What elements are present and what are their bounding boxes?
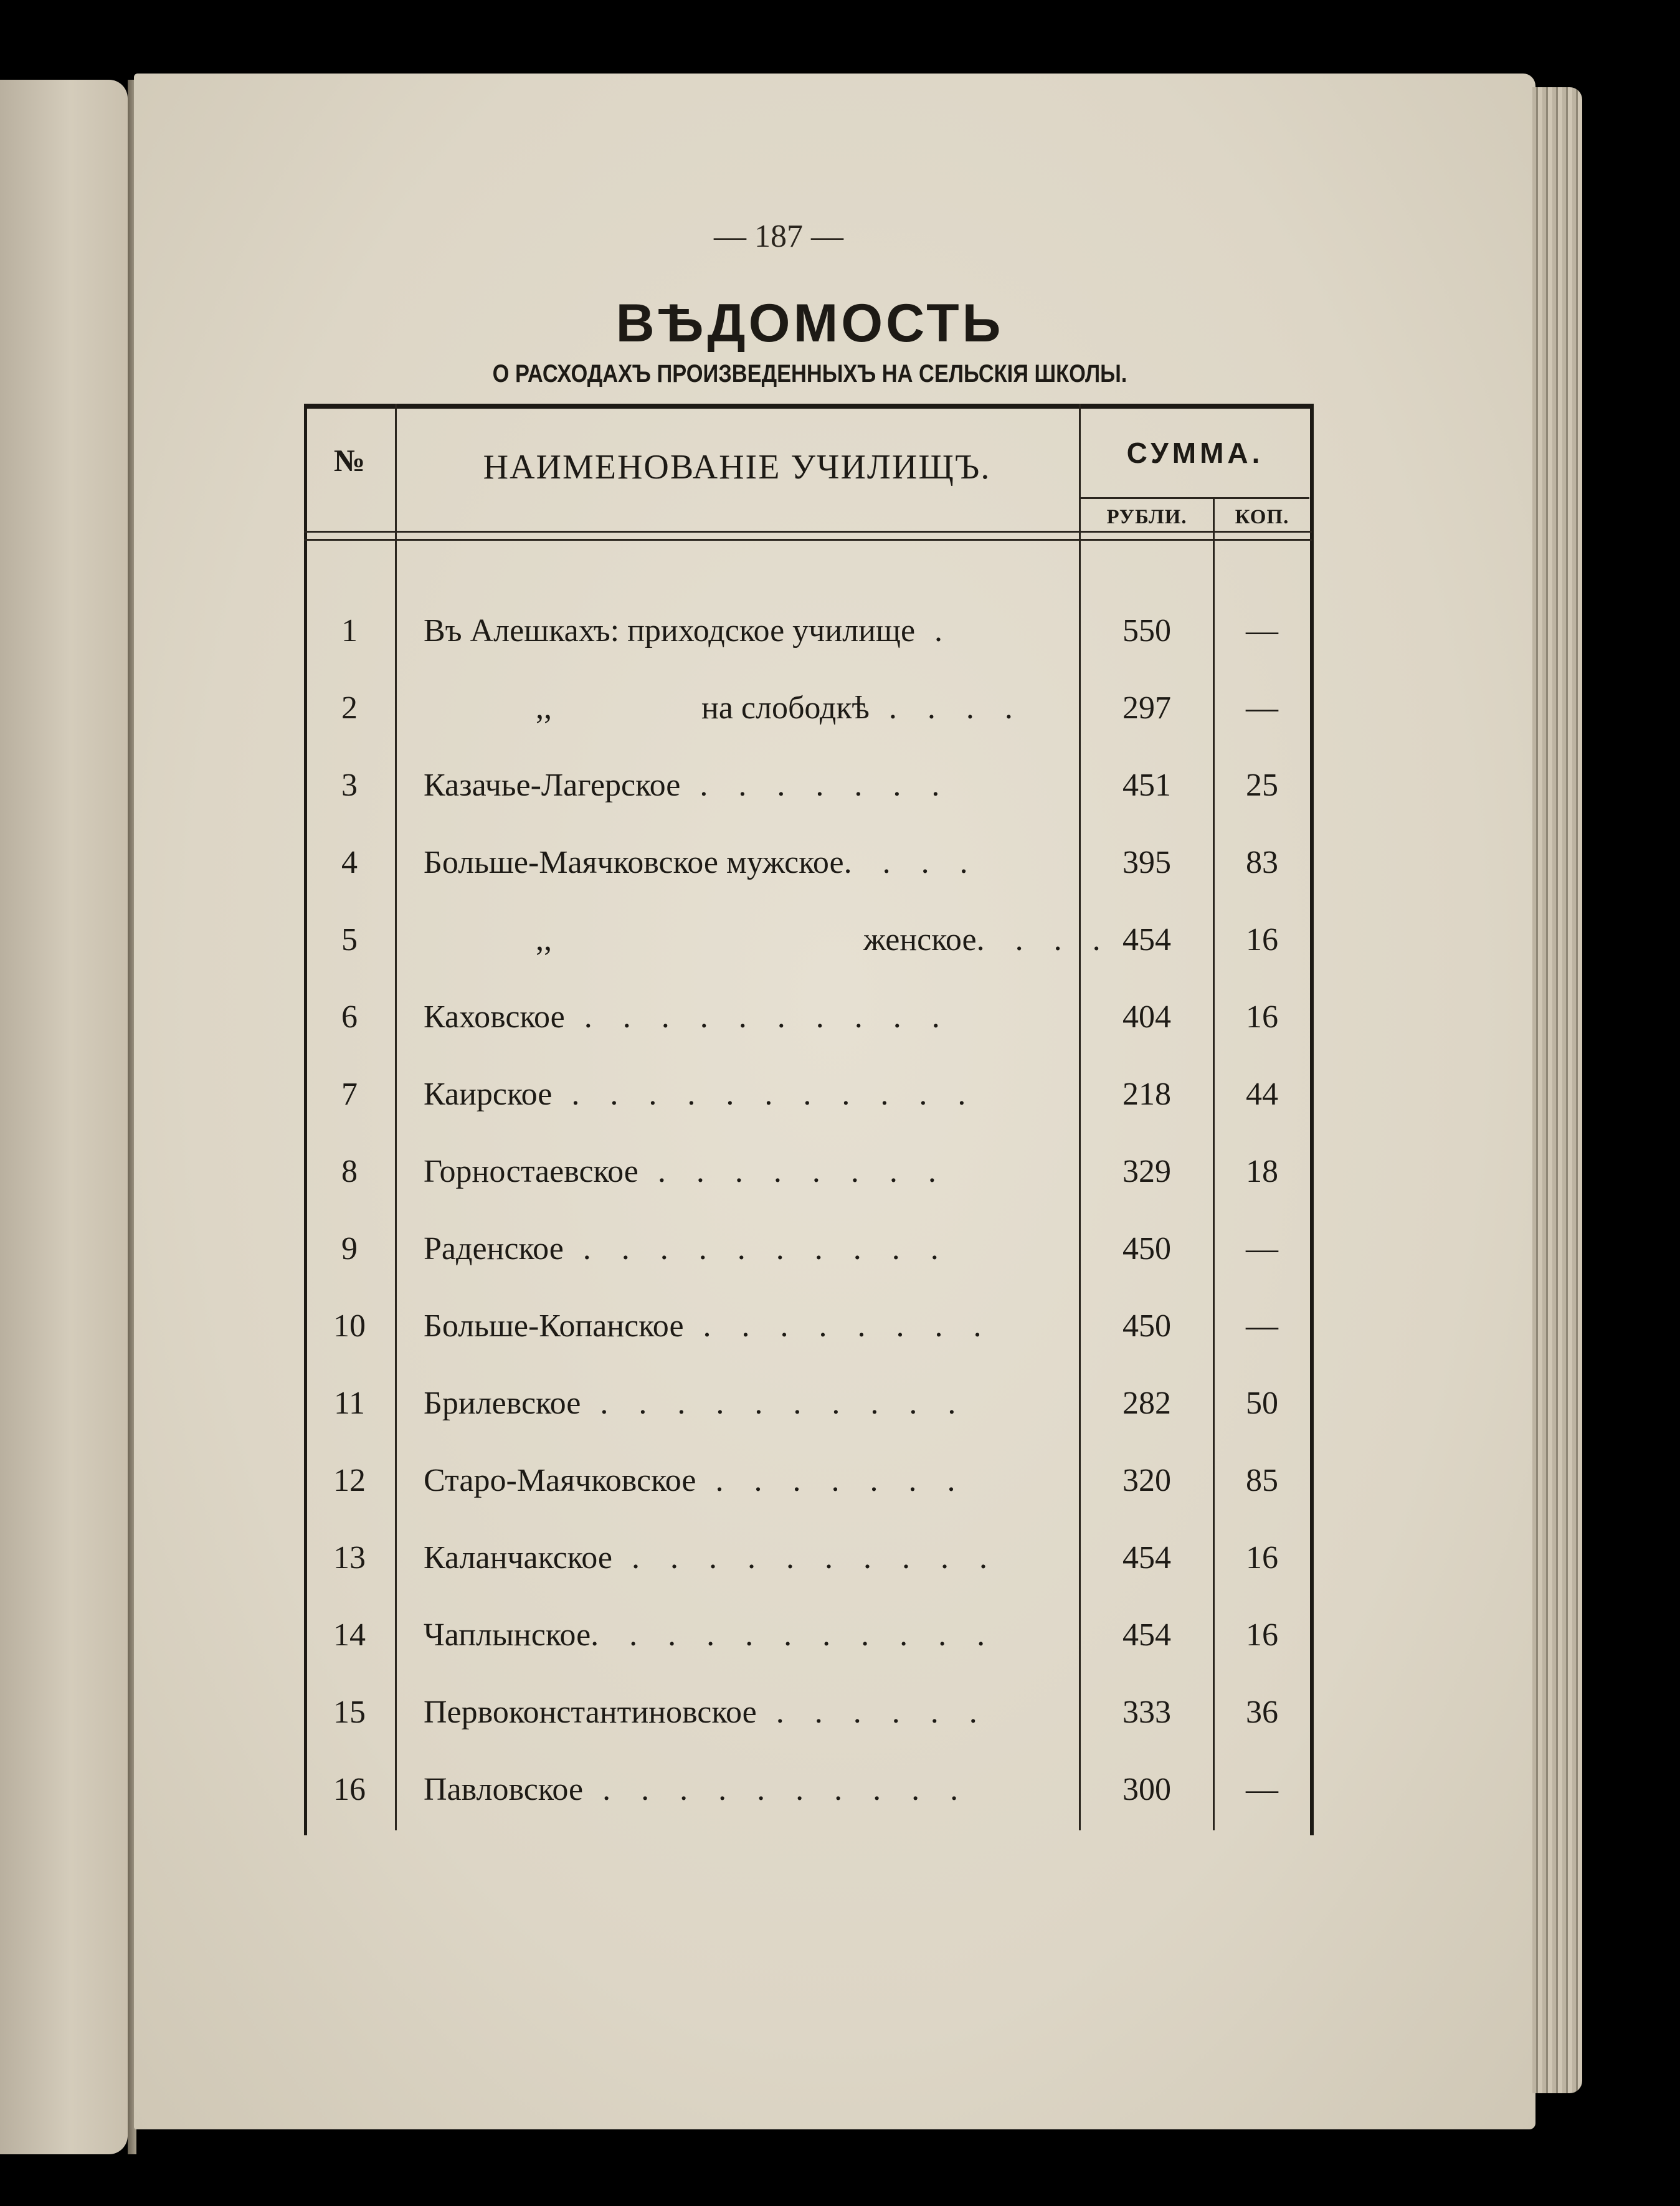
school-name-cell	[424, 998, 1046, 1037]
row-number: 6	[341, 999, 358, 1035]
school-name: Чаплынское	[424, 1617, 591, 1653]
leader-dots: .	[915, 613, 954, 649]
school-name: Старо-Маячковское	[424, 1463, 696, 1498]
table-row	[304, 986, 1312, 1063]
school-name-cell	[424, 1153, 1046, 1191]
header-kopecks: КОП.	[1235, 506, 1289, 528]
row-number: 12	[333, 1463, 366, 1498]
rubles-cell: 320	[1122, 1463, 1171, 1498]
kopecks-cell: —	[1246, 613, 1278, 649]
school-name: Павловское	[424, 1772, 584, 1807]
leader-dots: . . . .	[869, 690, 1024, 726]
row-number: 5	[341, 922, 358, 958]
rubles-cell: 450	[1122, 1231, 1171, 1267]
rubles-cell: 333	[1122, 1695, 1171, 1730]
table-row	[304, 677, 1312, 754]
table-row	[304, 1449, 1312, 1526]
row-number: 10	[333, 1308, 366, 1344]
school-name-cell	[424, 1539, 1046, 1577]
table-row	[304, 1063, 1312, 1140]
leader-dots: . . . . . . . . . .	[581, 1386, 967, 1421]
leader-dots: . . . . . . . .	[683, 1308, 993, 1344]
school-name-cell	[424, 1771, 1046, 1809]
page-number: — 187 —	[714, 219, 843, 254]
leader-dots: . . . .	[976, 922, 1112, 958]
school-name: женское	[863, 922, 977, 958]
document-title: ВѢДОМОСТЬ	[615, 293, 1004, 353]
school-name: Въ Алешкахъ: приходское училище	[424, 613, 916, 649]
kopecks-cell: 16	[1246, 922, 1278, 958]
school-name: Казачье-Лагерское	[424, 768, 681, 803]
table-row	[304, 1758, 1312, 1835]
left-page-edge	[0, 80, 128, 2154]
school-name-cell	[424, 1616, 1046, 1655]
kopecks-cell: 16	[1246, 1617, 1278, 1653]
row-number: 16	[333, 1772, 366, 1807]
school-name-cell	[424, 1462, 1046, 1500]
rubles-cell: 329	[1122, 1154, 1171, 1189]
rubles-cell: 450	[1122, 1308, 1171, 1344]
rubles-cell: 454	[1122, 1617, 1171, 1653]
row-number: 9	[341, 1231, 358, 1267]
school-name-cell	[424, 921, 1112, 959]
leader-dots: . . . . . .	[756, 1695, 989, 1730]
kopecks-cell: —	[1246, 1772, 1278, 1807]
rubles-cell: 282	[1122, 1386, 1171, 1421]
row-number: 11	[333, 1386, 366, 1421]
school-name-cell	[424, 612, 1046, 650]
table-row	[304, 1526, 1312, 1604]
row-number: 8	[341, 1154, 358, 1189]
school-name: Брилевское	[424, 1386, 581, 1421]
rubles-cell: 395	[1122, 845, 1171, 880]
table-row	[304, 1372, 1312, 1449]
table-row	[304, 1681, 1312, 1758]
school-name: Каланчакское	[424, 1540, 613, 1576]
leader-dots: . . . . . . .	[680, 768, 951, 803]
school-name: Раденское	[424, 1231, 564, 1267]
row-number: 1	[341, 613, 358, 649]
table-row	[304, 599, 1312, 677]
kopecks-cell: 25	[1246, 768, 1278, 803]
table-row	[304, 754, 1312, 831]
school-name: Первоконстантиновское	[424, 1695, 757, 1730]
rubles-cell: 297	[1122, 690, 1171, 726]
school-name-cell	[424, 1693, 1046, 1732]
table-row	[304, 1140, 1312, 1217]
row-number: 3	[341, 768, 358, 803]
header-rubles: РУБЛИ.	[1106, 506, 1187, 528]
kopecks-cell: —	[1246, 690, 1278, 726]
table-row	[304, 831, 1312, 908]
kopecks-cell: 36	[1246, 1695, 1278, 1730]
rubles-cell: 454	[1122, 922, 1171, 958]
school-name: Каховское	[424, 999, 565, 1035]
leader-dots: . . . . . . .	[696, 1463, 967, 1498]
school-name-cell	[424, 689, 1046, 728]
table-row	[304, 1295, 1312, 1372]
page-stack-edges	[1532, 87, 1582, 2093]
document-subtitle: О РАСХОДАХЪ ПРОИЗВЕДЕННЫХЪ НА СЕЛЬСКІЯ ШКОЛЫ.	[492, 360, 1127, 387]
school-name-cell	[424, 844, 1046, 882]
kopecks-cell: 85	[1246, 1463, 1278, 1498]
kopecks-cell: 16	[1246, 999, 1278, 1035]
sum-header-rule	[1079, 497, 1309, 499]
leader-dots: . . . . . . . . . .	[583, 1772, 970, 1807]
kopecks-cell: 83	[1246, 845, 1278, 880]
school-name-cell	[424, 1307, 1046, 1346]
row-number: 13	[333, 1540, 366, 1576]
rubles-cell: 218	[1122, 1077, 1171, 1112]
school-name-cell	[424, 1230, 1046, 1268]
kopecks-cell: 16	[1246, 1540, 1278, 1576]
table-row	[304, 1604, 1312, 1681]
table-body	[304, 599, 1312, 1835]
rubles-cell: 451	[1122, 768, 1171, 803]
header-school-name: НАИМЕНОВАНІЕ УЧИЛИЩЪ.	[483, 448, 991, 487]
kopecks-cell: —	[1246, 1231, 1278, 1267]
row-number: 4	[341, 845, 358, 880]
rubles-cell: 404	[1122, 999, 1171, 1035]
header-number: №	[333, 443, 366, 478]
row-number: 15	[333, 1695, 366, 1730]
header-sum: СУММА.	[1126, 437, 1264, 469]
row-number: 2	[341, 690, 358, 726]
kopecks-cell: 18	[1246, 1154, 1278, 1189]
table-row	[304, 908, 1312, 986]
school-name: Больше-Маячковское мужское	[424, 845, 844, 880]
leader-dots: . . . . . . . . . .	[612, 1540, 999, 1576]
ditto-mark: ,,	[536, 690, 552, 726]
school-name: Горностаевское	[424, 1154, 638, 1189]
school-name: Больше-Копанское	[424, 1308, 684, 1344]
leader-dots: . . . . . . . . . . .	[591, 1617, 997, 1653]
school-name: на слободкѣ	[701, 690, 870, 726]
rubles-cell: 550	[1122, 613, 1171, 649]
table-row	[304, 1217, 1312, 1295]
kopecks-cell: 50	[1246, 1386, 1278, 1421]
leader-dots: . . . . . . . . . .	[563, 1231, 950, 1267]
leader-dots: . . . . . . . . . . .	[552, 1077, 977, 1112]
leader-dots: . . . . . . . . . .	[564, 999, 951, 1035]
school-name-cell	[424, 1075, 1046, 1114]
rubles-cell: 454	[1122, 1540, 1171, 1576]
school-name-cell	[424, 1384, 1046, 1423]
leader-dots: . . . .	[843, 845, 979, 880]
rubles-cell: 300	[1122, 1772, 1171, 1807]
row-number: 14	[333, 1617, 366, 1653]
header-double-rule	[304, 531, 1312, 541]
kopecks-cell: 44	[1246, 1077, 1278, 1112]
kopecks-cell: —	[1246, 1308, 1278, 1344]
row-number: 7	[341, 1077, 358, 1112]
ditto-mark: ,,	[536, 922, 552, 958]
school-name: Каирское	[424, 1077, 553, 1112]
leader-dots: . . . . . . . .	[638, 1154, 947, 1189]
school-name-cell	[424, 766, 1046, 805]
